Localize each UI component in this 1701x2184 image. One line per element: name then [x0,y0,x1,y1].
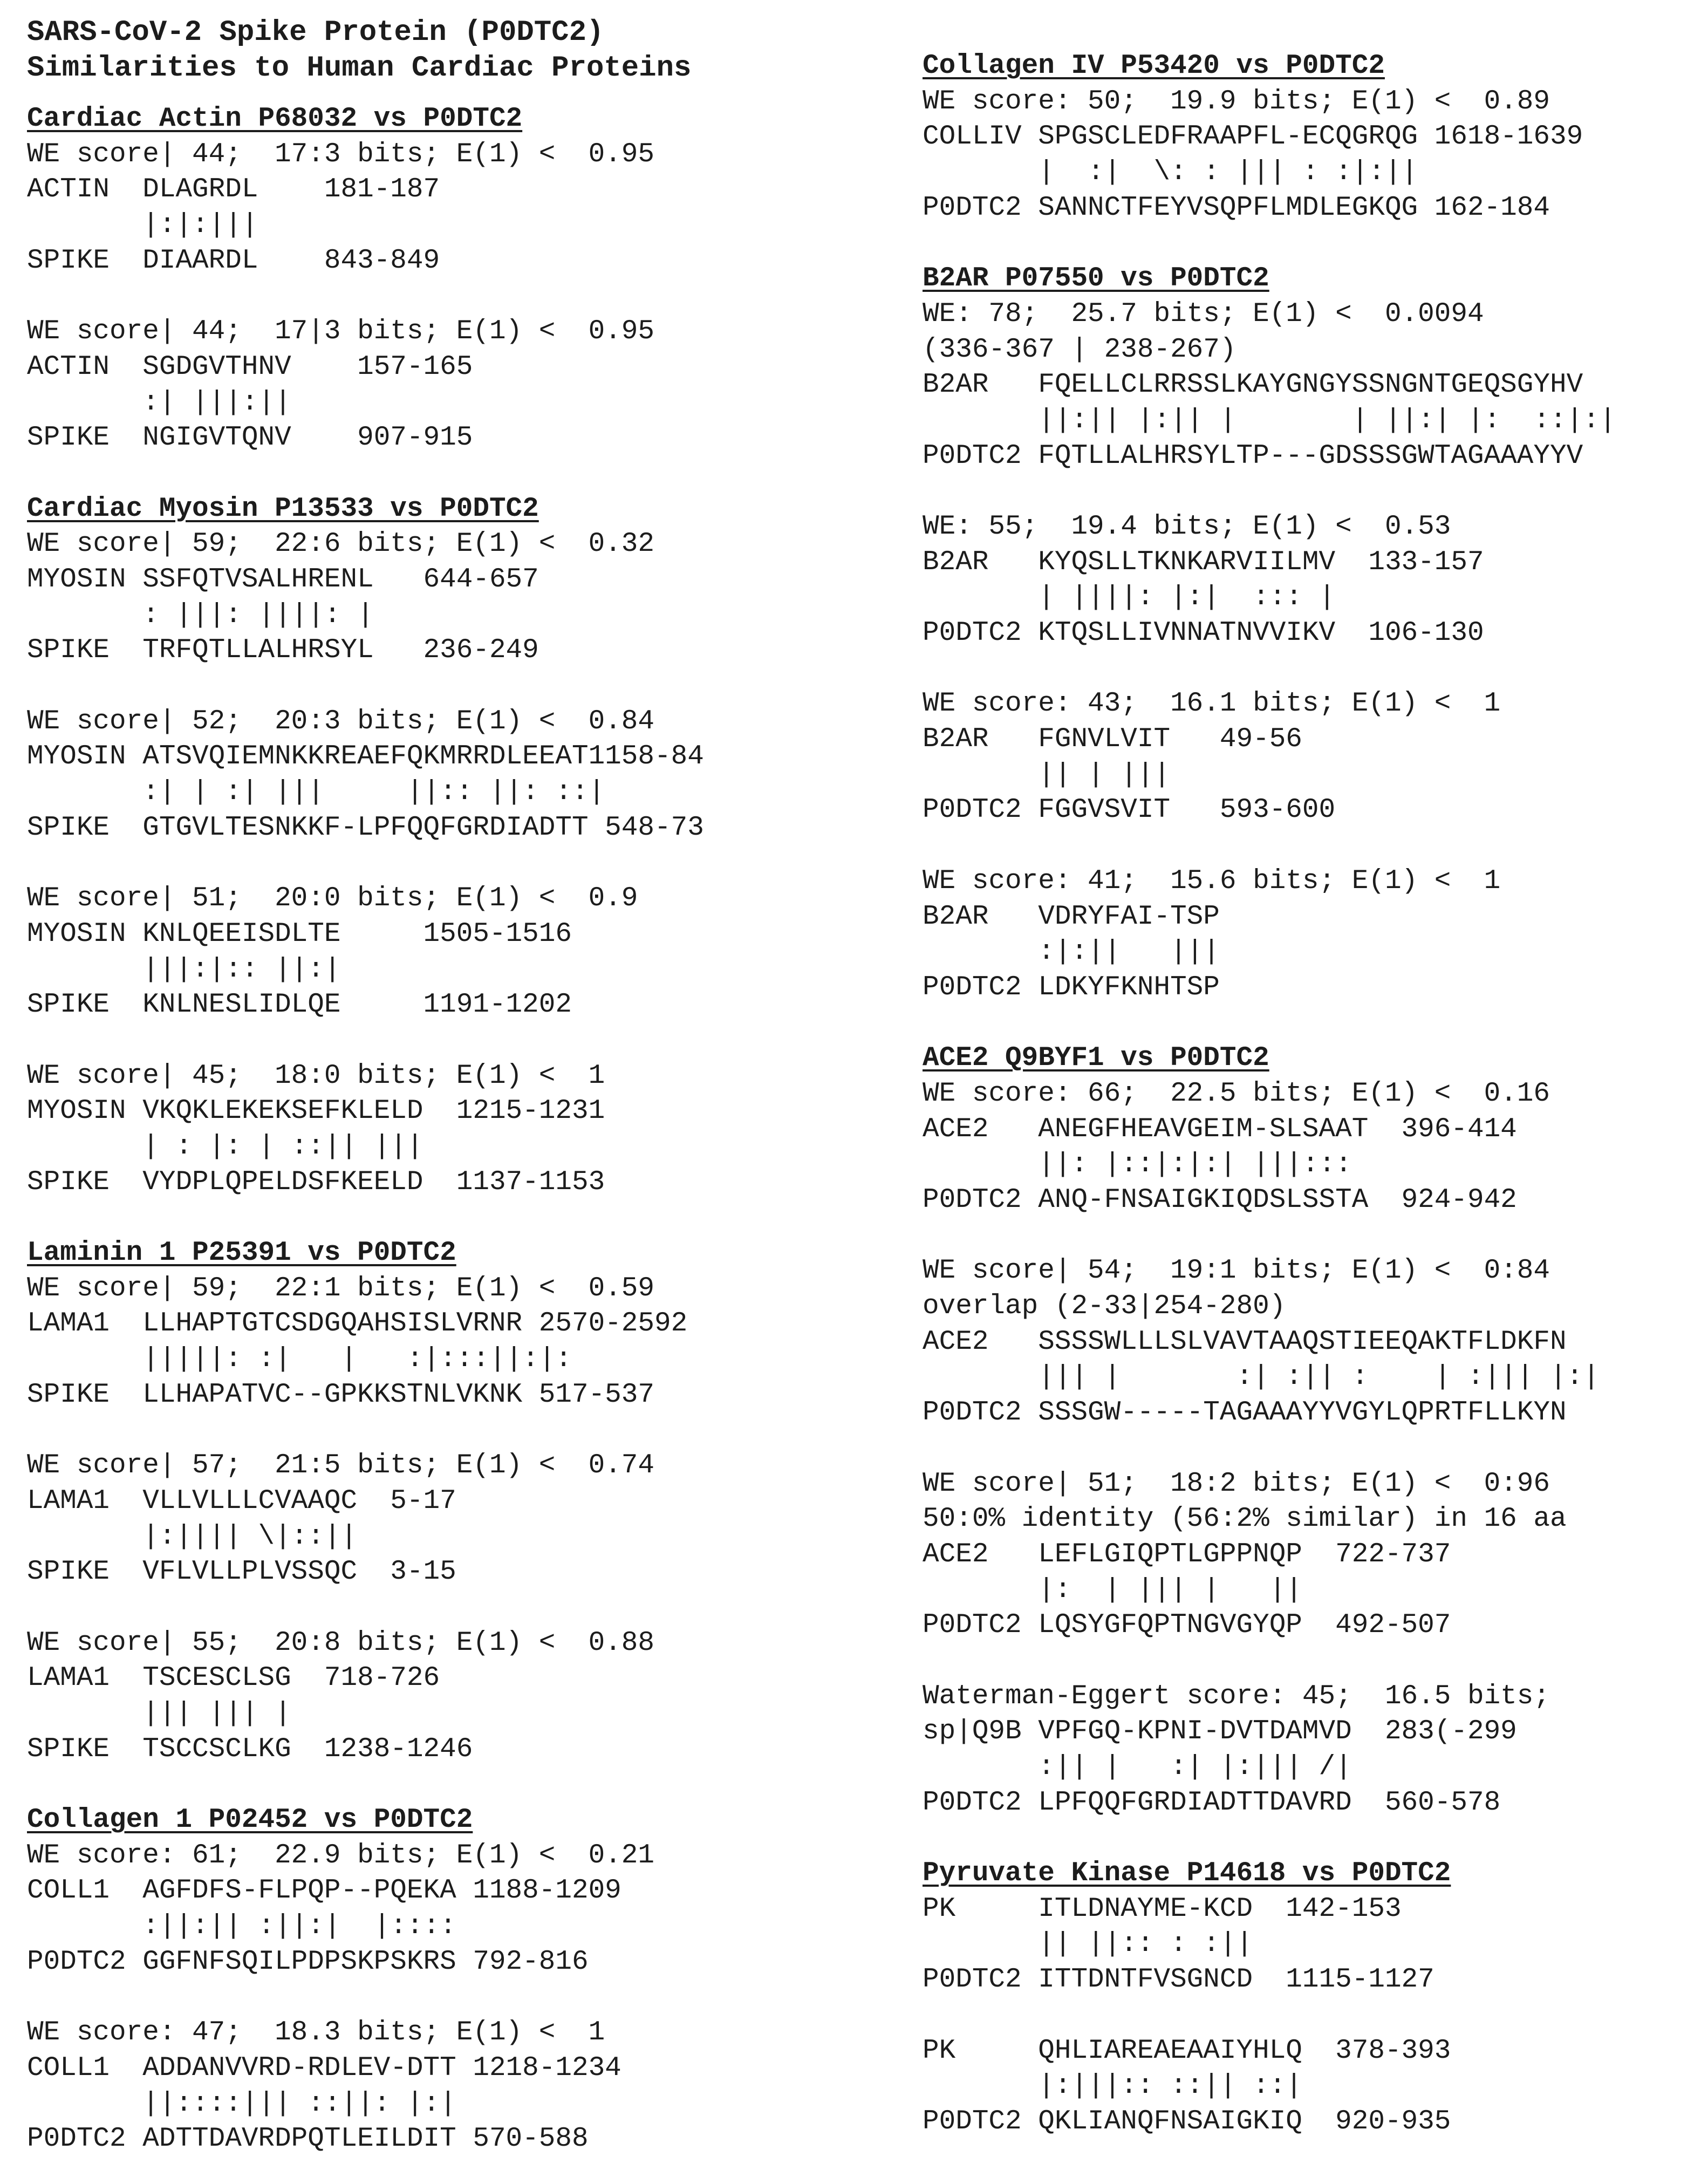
alignment-line: P0DTC2 FQTLLALHRSYLTP---GDSSSGWTAGAAAYYV [923,440,1583,472]
alignment-line: LAMA1 LLHAPTGTCSDGQAHSISLVRNR 2570-2592 [27,1308,688,1340]
alignment-line: P0DTC2 ANQ-FNSAIGKIQDSLSSTA 924-942 [923,1185,1517,1216]
section-header: Pyruvate Kinase P14618 vs P0DTC2 [923,1858,1451,1889]
alignment-line: |||||: :| | :|:::||:|: [27,1344,572,1375]
alignment-block [923,2033,1689,2140]
alignment-line: ACTIN DLAGRDL 181-187 [27,174,440,206]
comparison-section-pyruvate-kinase-p14618-vs-p0dtc2 [923,1856,1689,2140]
alignment-line: |:|:||| [27,210,258,241]
alignment-block [27,1838,847,1980]
section-header: Collagen 1 P02452 vs P0DTC2 [27,1805,473,1835]
document-title-line-1: SARS-CoV-2 Spike Protein (P0DTC2) [27,16,604,49]
alignment-block [27,137,847,279]
alignment-line: || ||:: : :|| [923,1929,1253,1960]
comparison-section-collagen-iv-p53420-vs-p0dtc2 [923,49,1689,226]
alignment-block [27,704,847,846]
alignment-line: WE score| 52; 20:3 bits; E(1) < 0.84 [27,706,654,737]
alignment-line: PK QHLIAREAEAAIYHLQ 378-393 [923,2035,1451,2066]
alignment-line: B2AR VDRYFAI-TSP [923,901,1220,932]
alignment-line: LAMA1 VLLVLLLCVAAQC 5-17 [27,1485,456,1517]
alignment-line: SPIKE NGIGVTQNV 907-915 [27,422,473,454]
alignment-line: :||:|| :||:| |:::: [27,1911,456,1942]
alignment-line: | :| \: : ||| : :|:|| [923,157,1418,188]
alignment-block [923,1892,1689,1998]
alignment-line: P0DTC2 KTQSLLIVNNATNVVIKV 106-130 [923,618,1484,649]
alignment-block [27,1626,847,1767]
alignment-line: | : |: | ::|| ||| [27,1131,423,1162]
alignment-line: SPIKE DIAARDL 843-849 [27,245,440,276]
alignment-line: overlap (2-33|254-280) [923,1291,1286,1322]
alignment-line: :|| | :| |:||| /| [923,1752,1352,1783]
alignment-block [27,1271,847,1413]
alignment-line: B2AR FGNVLVIT 49-56 [923,724,1302,755]
alignment-line: P0DTC2 ADTTDAVRDPQTLEILDIT 570-588 [27,2124,589,2155]
alignment-line: B2AR KYQSLLTKNKARVIILMV 133-157 [923,547,1484,578]
alignment-line: ||| | :| :|| : | :||| |:| [923,1362,1600,1393]
alignment-block [27,314,847,456]
alignment-line: ACE2 SSSSWLLLSLVAVTAAQSTIEEQAKTFLDKFN [923,1326,1567,1357]
alignment-line: MYOSIN VKQKLEKEKSEFKLELD 1215-1231 [27,1096,605,1127]
comparison-section-laminin-1-p25391-vs-p0dtc2 [27,1236,847,1767]
alignment-block [27,881,847,1023]
alignment-line: WE score| 57; 21:5 bits; E(1) < 0.74 [27,1450,654,1482]
document-title-line-2: Similarities to Human Cardiac Proteins [27,52,692,85]
section-header: Laminin 1 P25391 vs P0DTC2 [27,1238,456,1268]
alignment-line: :|:|| ||| [923,937,1220,968]
alignment-block [27,1059,847,1200]
alignment-line: COLL1 ADDANVVRD-RDLEV-DTT 1218-1234 [27,2052,621,2084]
section-header: ACE2 Q9BYF1 vs P0DTC2 [923,1043,1269,1074]
alignment-line: Waterman-Eggert score: 45; 16.5 bits; [923,1681,1550,1712]
alignment-line: WE score| 51; 18:2 bits; E(1) < 0:96 [923,1468,1550,1499]
alignment-line: WE: 78; 25.7 bits; E(1) < 0.0094 [923,298,1484,330]
alignment-line: WE score| 55; 20:8 bits; E(1) < 0.88 [27,1627,654,1659]
alignment-line: P0DTC2 LPFQQFGRDIADTTDAVRD 560-578 [923,1787,1501,1818]
comparison-section-b2ar-p07550-vs-p0dtc2 [923,261,1689,1005]
alignment-line: P0DTC2 FGGVSVIT 593-600 [923,795,1336,826]
alignment-line: P0DTC2 SANNCTFEYVSQPFLMDLEGKQG 162-184 [923,192,1550,223]
alignment-line: PK ITLDNAYME-KCD 142-153 [923,1893,1402,1924]
section-header: Cardiac Myosin P13533 vs P0DTC2 [27,493,539,524]
alignment-line: | ||||: |:| ::: | [923,582,1336,613]
alignment-line: WE score| 45; 18:0 bits; E(1) < 1 [27,1060,605,1091]
alignment-line: || | ||| [923,759,1171,790]
alignment-line: SPIKE KNLNESLIDLQE 1191-1202 [27,989,572,1021]
comparison-section-ace2-q9byf1-vs-p0dtc2 [923,1041,1689,1820]
alignment-line: P0DTC2 GGFNFSQILPDPSKPSKRS 792-816 [27,1946,589,1977]
alignment-block [923,1679,1689,1821]
alignment-line: SPIKE GTGVLTESNKKF-LPFQQFGRDIADTT 548-73 [27,812,704,843]
alignment-line: MYOSIN SSFQTVSALHRENL 644-657 [27,564,539,595]
alignment-line: P0DTC2 LDKYFKNHTSP [923,972,1220,1003]
alignment-block [27,2015,847,2157]
alignment-block [27,1448,847,1590]
alignment-block [923,1076,1689,1218]
section-header: Cardiac Actin P68032 vs P0DTC2 [27,104,523,134]
alignment-line: (336-367 | 238-267) [923,334,1237,365]
alignment-block [923,1253,1689,1430]
left-blocks [27,101,847,2157]
alignment-line: P0DTC2 QKLIANQFNSAIGKIQ 920-935 [923,2106,1451,2137]
left-column [27,15,847,2157]
alignment-line: WE score| 51; 20:0 bits; E(1) < 0.9 [27,883,638,914]
comparison-section-collagen-1-p02452-vs-p0dtc2 [27,1803,847,2157]
alignment-line: WE score| 44; 17:3 bits; E(1) < 0.95 [27,139,654,170]
alignment-block [923,1466,1689,1643]
alignment-block [923,84,1689,226]
alignment-line: P0DTC2 LQSYGFQPTNGVGYQP 492-507 [923,1610,1451,1641]
alignment-line: MYOSIN KNLQEEISDLTE 1505-1516 [27,918,572,950]
alignment-line: B2AR FQELLCLRRSSLKAYGNGYSSNGNTGEQSGYHV [923,370,1583,401]
alignment-line: ACTIN SGDGVTHNV 157-165 [27,351,473,383]
alignment-block [923,864,1689,1006]
section-header: B2AR P07550 vs P0DTC2 [923,263,1269,295]
alignment-line: ||: |::|:|:| |||::: [923,1149,1352,1180]
alignment-block [27,527,847,668]
alignment-line: COLL1 AGFDFS-FLPQP--PQEKA 1188-1209 [27,1875,621,1907]
alignment-line: |||:|:: ||:| [27,954,341,985]
alignment-line: :| | :| ||| ||:: ||: ::| [27,777,605,808]
alignment-line: ||:|| |:|| | | ||:| |: ::|:| [923,405,1616,436]
alignment-line: SPIKE LLHAPATVC--GPKKSTNLVKNK 517-537 [27,1379,654,1410]
alignment-line: WE score: 41; 15.6 bits; E(1) < 1 [923,865,1501,897]
alignment-line: ACE2 LEFLGIQPTLGPPNQP 722-737 [923,1539,1451,1570]
alignment-line: WE score| 44; 17|3 bits; E(1) < 0.95 [27,316,654,347]
section-header: Collagen IV P53420 vs P0DTC2 [923,51,1385,81]
alignment-line: |: | ||| | || [923,1574,1302,1606]
alignment-line: 50:0% identity (56:2% similar) in 16 aa [923,1504,1567,1535]
alignment-line: LAMA1 TSCESCLSG 718-726 [27,1663,440,1694]
comparison-section-cardiac-myosin-p13533-vs-p0dtc2 [27,492,847,1200]
alignment-line: SPIKE VFLVLLPLVSSQC 3-15 [27,1557,456,1588]
alignment-line: ||| ||| | [27,1698,291,1729]
alignment-line: sp|Q9B VPFGQ-KPNI-DVTDAMVD 283(-299 [923,1716,1517,1748]
right-blocks [923,49,1689,2140]
alignment-line: WE score: 61; 22.9 bits; E(1) < 0.21 [27,1840,654,1871]
alignment-line: WE: 55; 19.4 bits; E(1) < 0.53 [923,511,1451,542]
alignment-block [923,297,1689,474]
alignment-line: |:|||| \|::|| [27,1521,358,1552]
comparison-section-cardiac-actin-p68032-vs-p0dtc2 [27,101,847,456]
alignment-line: |:|||:: ::|| ::| [923,2071,1302,2102]
alignment-line: SPIKE TSCCSCLKG 1238-1246 [27,1733,473,1765]
alignment-line: P0DTC2 SSSGW-----TAGAAAYYVGYLQPRTFLLKYN [923,1397,1567,1429]
alignment-block [923,509,1689,651]
alignment-line: SPIKE VYDPLQPELDSFKEELD 1137-1153 [27,1166,605,1198]
alignment-line: WE score: 50; 19.9 bits; E(1) < 0.89 [923,86,1550,117]
alignment-line: : |||: ||||: | [27,599,374,631]
alignment-line: WE score: 47; 18.3 bits; E(1) < 1 [27,2017,605,2049]
alignment-line: :| |||:|| [27,387,291,418]
alignment-line: WE score| 59; 22:1 bits; E(1) < 0.59 [27,1273,654,1304]
alignment-line: SPIKE TRFQTLLALHRSYL 236-249 [27,635,539,666]
alignment-line: MYOSIN ATSVQIEMNKKREAEFQKMRRDLEEAT1158-84 [27,741,704,773]
alignment-line: COLLIV SPGSCLEDFRAAPFL-ECQGRQG 1618-1639 [923,121,1583,153]
alignment-line: WE score: 66; 22.5 bits; E(1) < 0.16 [923,1078,1550,1109]
alignment-line: ACE2 ANEGFHEAVGEIM-SLSAAT 396-414 [923,1114,1517,1145]
alignment-line: P0DTC2 ITTDNTFVSGNCD 1115-1127 [923,1964,1434,1996]
alignment-line: WE score| 54; 19:1 bits; E(1) < 0:84 [923,1255,1550,1287]
alignment-line: WE score: 43; 16.1 bits; E(1) < 1 [923,688,1501,720]
alignment-line: ||::::||| ::||: |:| [27,2088,456,2119]
alignment-block [923,686,1689,828]
right-column [923,49,1689,2140]
alignment-line: WE score| 59; 22:6 bits; E(1) < 0.32 [27,529,654,560]
